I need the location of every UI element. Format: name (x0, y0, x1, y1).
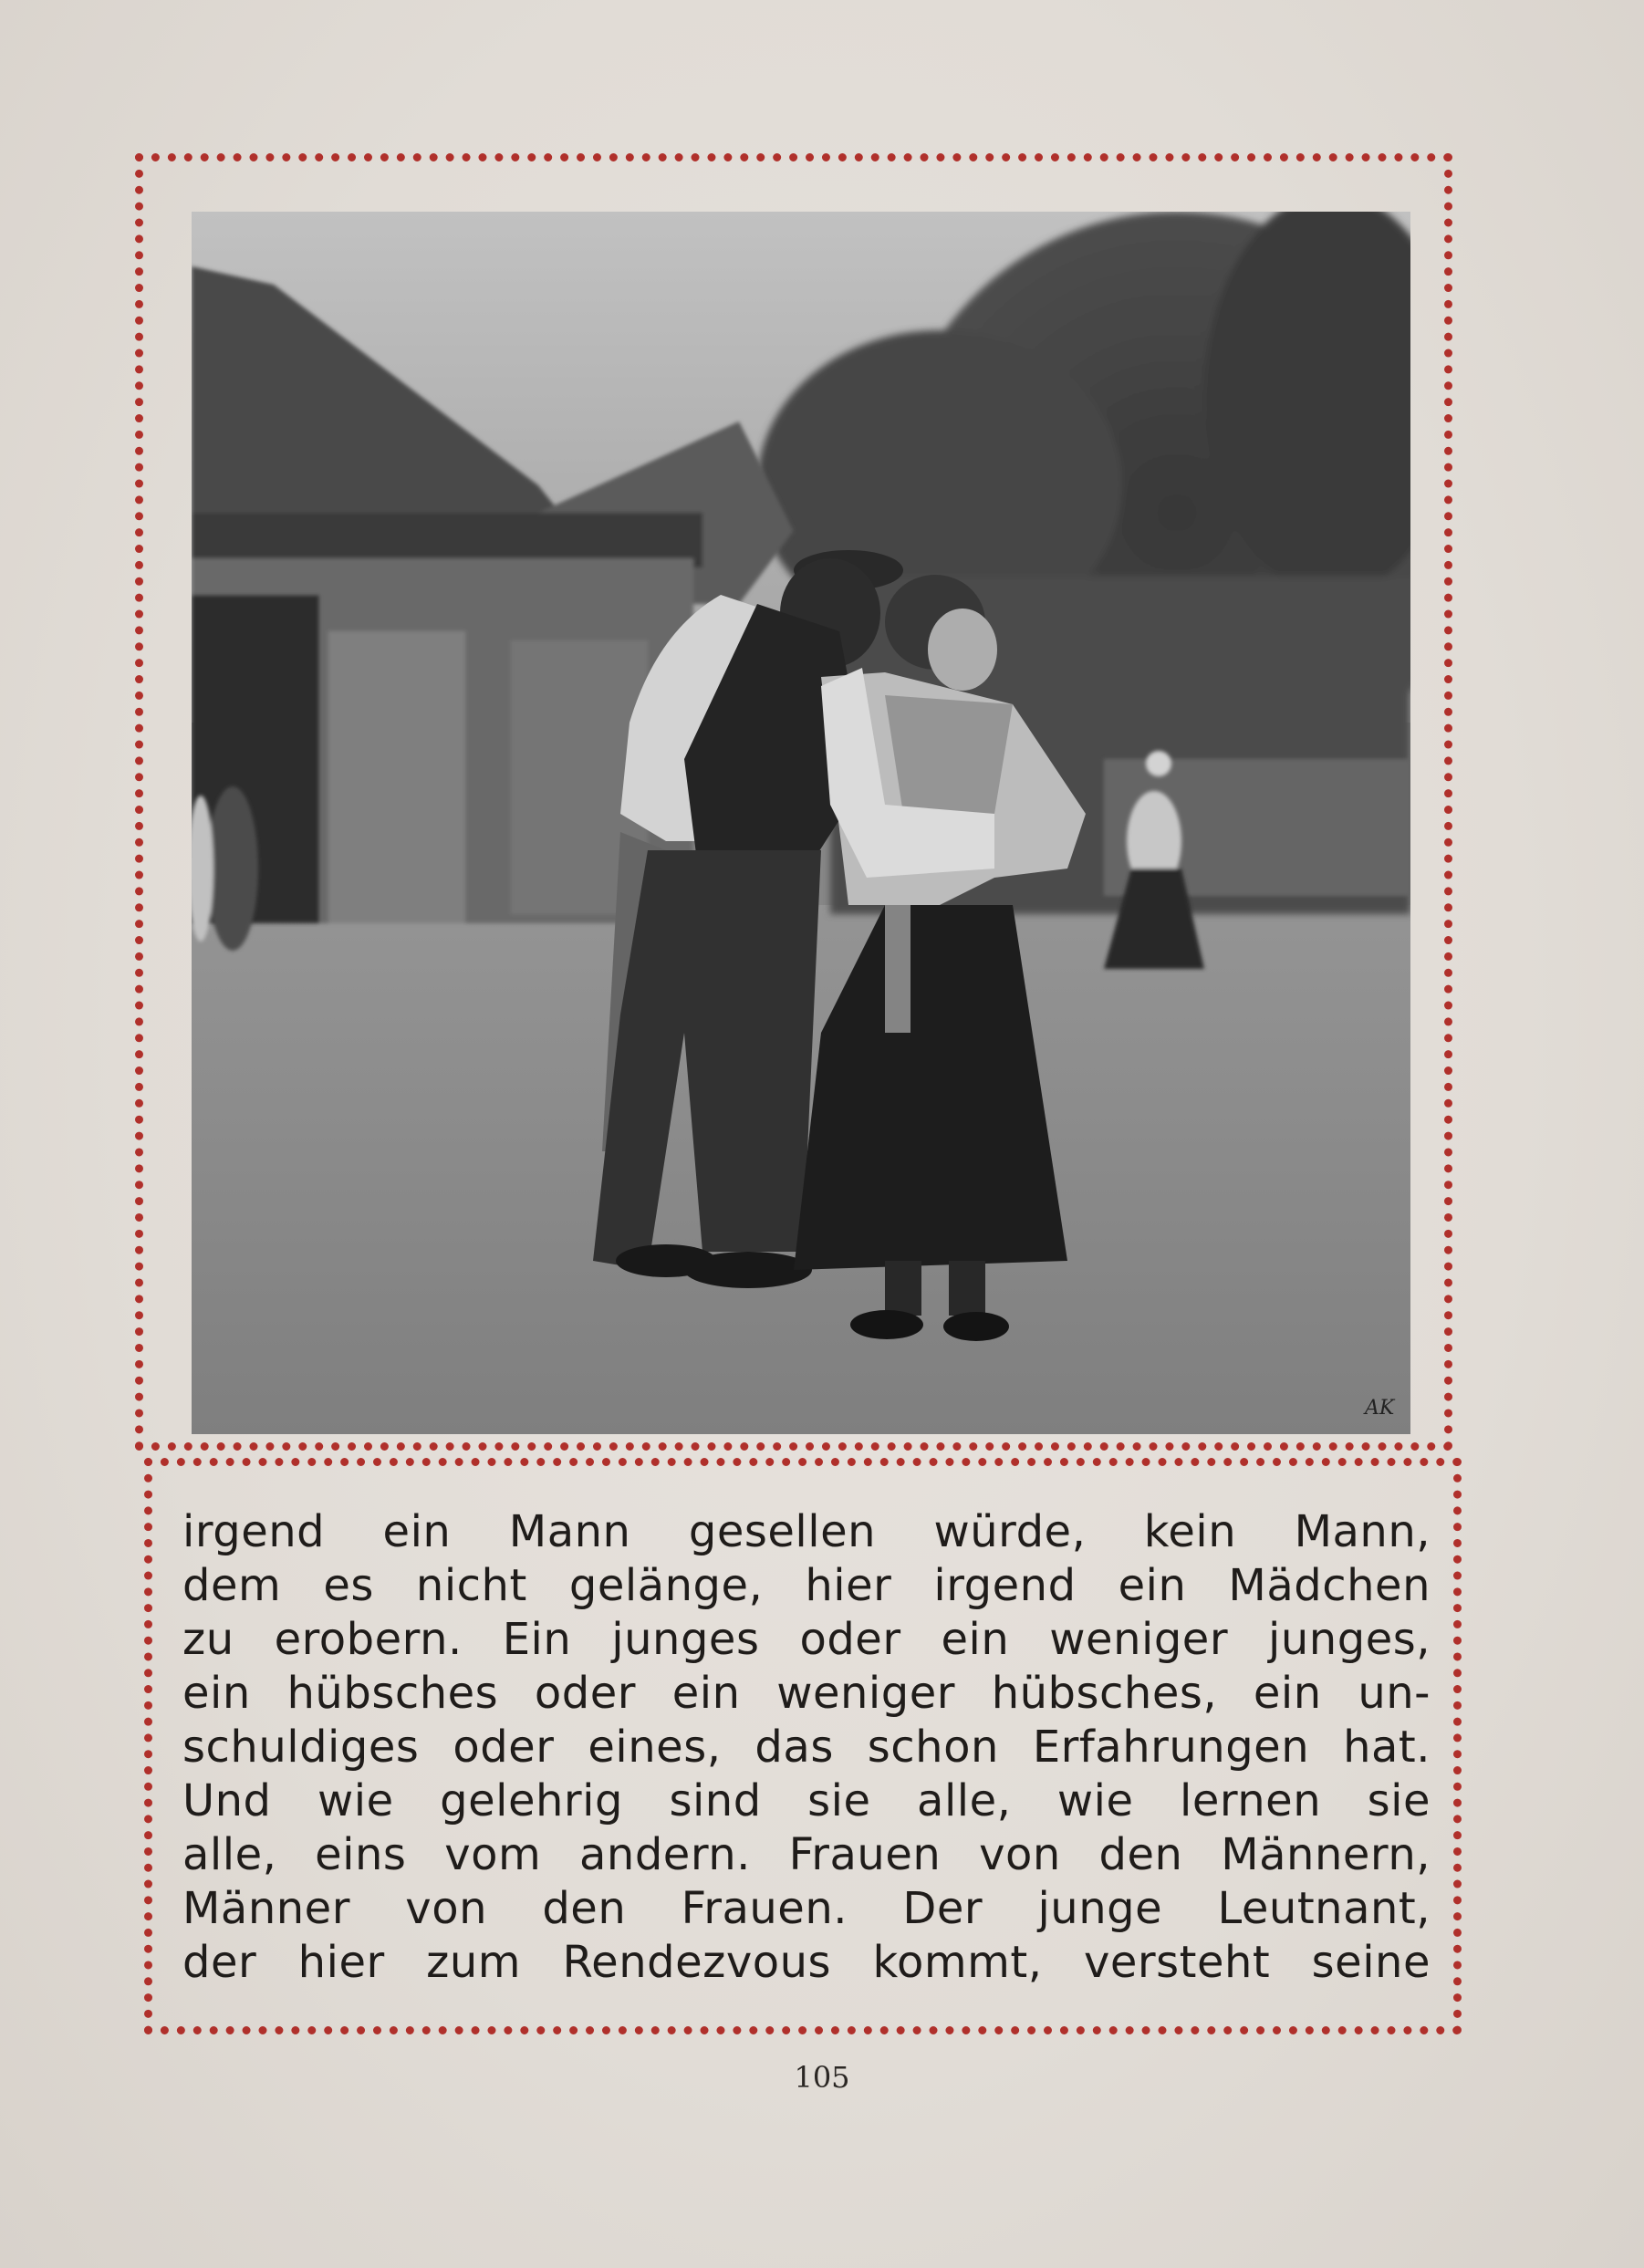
page-number: 105 (794, 2060, 850, 2095)
text-line: schuldiges oder eines, das schon Erfahrungen hat. (182, 1722, 1431, 1773)
text-line: alle, eins vom andern. Frauen von den Männern, (182, 1829, 1431, 1880)
text-line: ein hübsches oder ein weniger hübsches, ein un- (182, 1668, 1431, 1719)
text-line: Männer von den Frauen. Der junge Leutnant, (182, 1883, 1431, 1934)
text-line: irgend ein Mann gesellen würde, kein Mann, (182, 1506, 1431, 1557)
text-line: der hier zum Rendezvous kommt, versteht seine (182, 1937, 1431, 1988)
text-line: Und wie gelehrig sind sie alle, wie lernen sie (182, 1775, 1431, 1826)
text-line: dem es nicht gelänge, hier irgend ein Mädchen (182, 1560, 1431, 1611)
body-text (182, 1505, 1431, 1990)
photograph-couple-embracing (192, 212, 1410, 1434)
text-line: zu erobern. Ein junges oder ein weniger junges, (182, 1614, 1431, 1665)
photo-monogram: AK (1365, 1397, 1395, 1420)
